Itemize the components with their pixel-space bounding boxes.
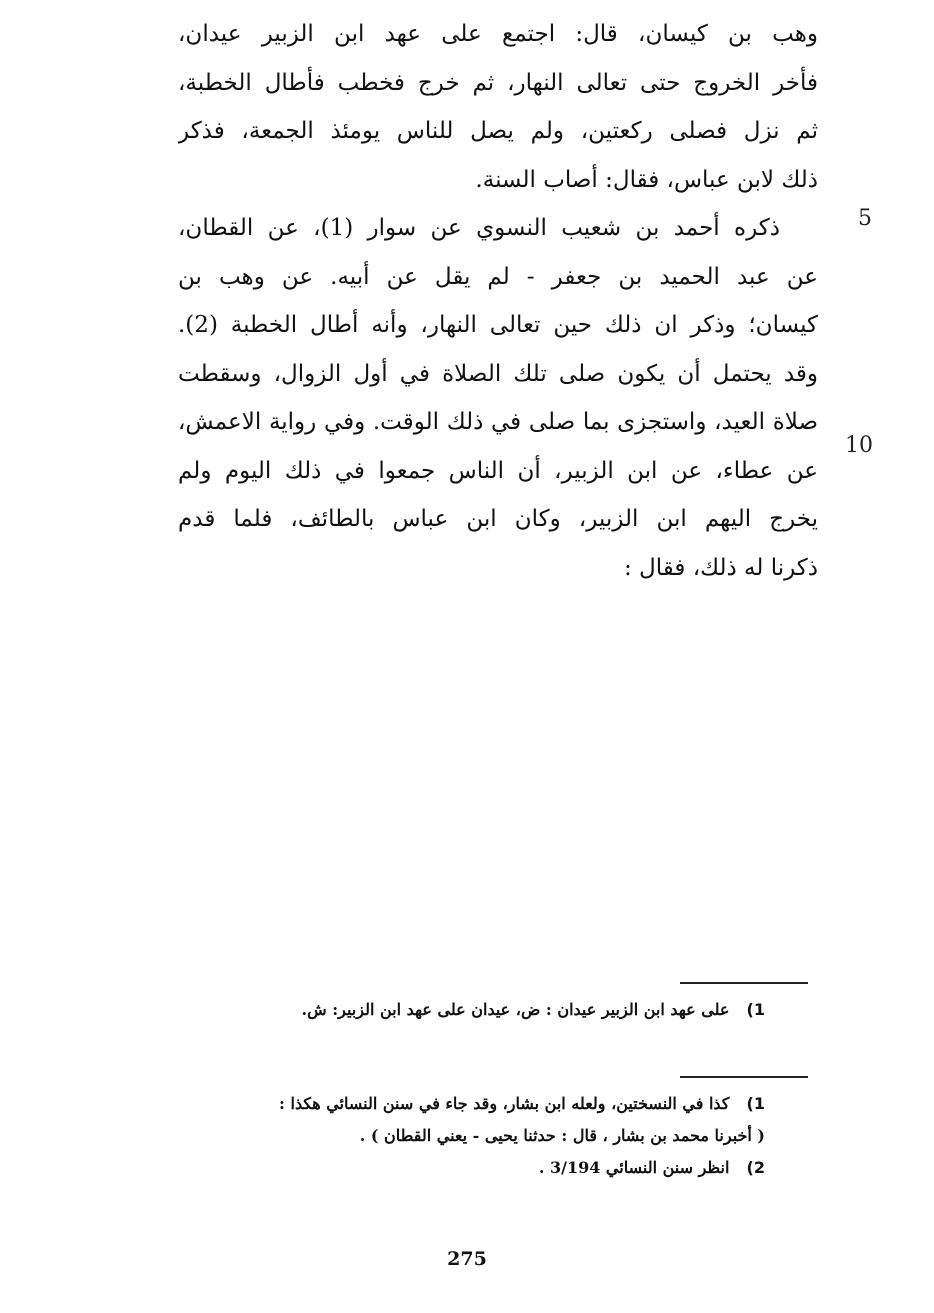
text-line: ذكره أحمد بن شعيب النسوي عن سوار (1)، عن القطان،: [178, 215, 780, 241]
footnote-number: 1): [746, 1094, 765, 1113]
main-text: [178, 10, 818, 592]
footnote-1-source: [165, 1094, 765, 1113]
line-number-5: 5: [858, 206, 872, 231]
text-line: ذلك لابن عباس، فقال: أصاب السنة.: [475, 166, 818, 193]
footnote-1-source-continued: [165, 1126, 765, 1145]
text-line: عن عبد الحميد بن جعفر - لم يقل عن أبيه. عن وهب بن: [178, 263, 818, 290]
text-line: وقد يحتمل أن يكون صلى تلك الصلاة في أول الزوال، وسقطت: [178, 360, 818, 387]
text-line: يخرج اليهم ابن الزبير، وكان ابن عباس بالطائف، فلما قدم: [178, 506, 818, 532]
footnote-text: انظر سنن النسائي 3/194 .: [538, 1158, 730, 1177]
text-line: وهب بن كيسان، قال: اجتمع على عهد ابن الزبير عيدان،: [178, 21, 818, 47]
footnote-text: ( أخبرنا محمد بن بشار ، قال : حدثنا يحيى - يعني القطان ) .: [359, 1126, 765, 1145]
footnote-separator: [680, 982, 808, 984]
footnote-1-variant: [165, 1000, 765, 1019]
footnote-number: 1): [746, 1000, 765, 1019]
text-line: ثم نزل فصلى ركعتين، ولم يصل للناس يومئذ الجمعة، فذكر: [178, 118, 818, 144]
footnote-text: على عهد ابن الزبير عيدان : ض، عيدان على عهد ابن الزبير: ش.: [301, 1000, 730, 1019]
footnote-text: كذا في النسختين، ولعله ابن بشار، وقد جاء في سنن النسائي هكذا :: [279, 1094, 730, 1113]
footnote-2: [165, 1158, 765, 1177]
text-line: عن عطاء، عن ابن الزبير، أن الناس جمعوا في ذلك اليوم ولم: [178, 457, 818, 484]
text-line: كيسان؛ وذكر ان ذلك حين تعالى النهار، وأنه أطال الخطبة (2).: [178, 312, 818, 338]
footnote-number: 2): [746, 1158, 765, 1177]
page-number: 275: [447, 1248, 487, 1270]
footnote-separator: [680, 1076, 808, 1078]
line-number-10: 10: [845, 433, 873, 458]
text-line: فأخر الخروج حتى تعالى النهار، ثم خرج فخطب فأطال الخطبة،: [178, 69, 818, 96]
text-line: ذكرنا له ذلك، فقال :: [623, 554, 818, 581]
text-line: صلاة العيد، واستجزى بما صلى في ذلك الوقت. وفي رواية الاعمش،: [178, 409, 818, 435]
